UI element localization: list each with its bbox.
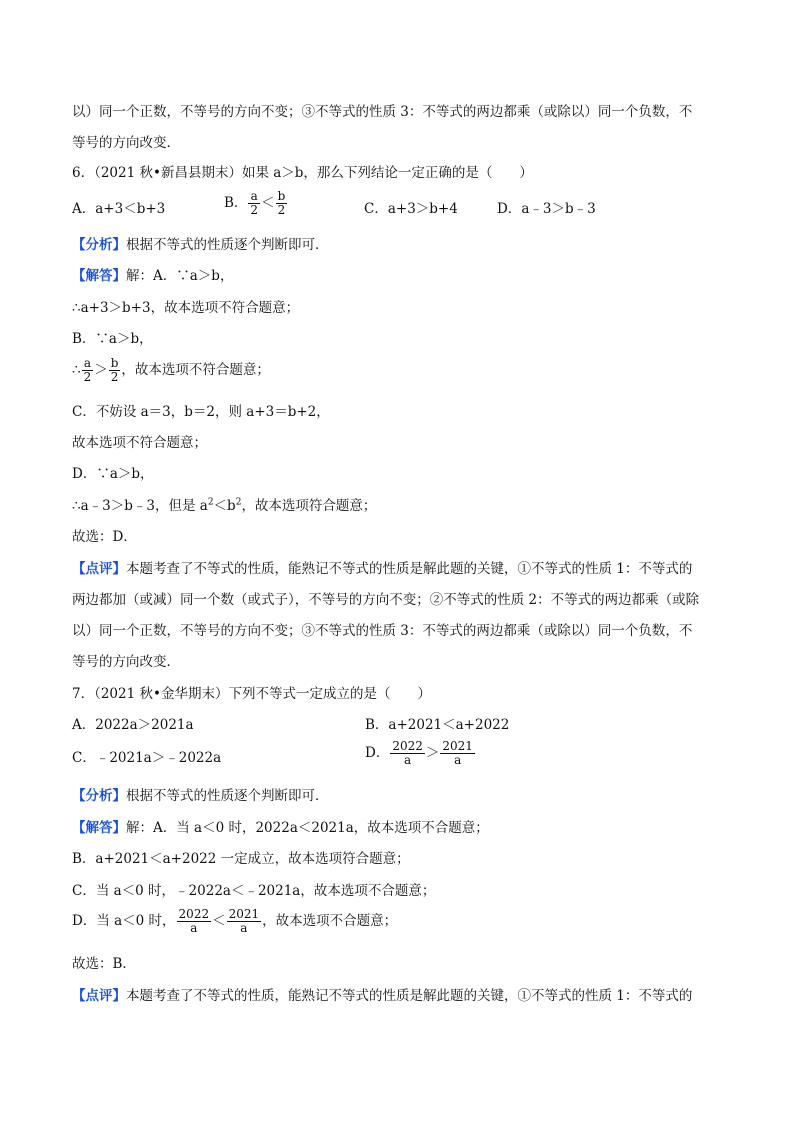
comment-text: 本题考查了不等式的性质，能熟记不等式的性质是解此题的关键，①不等式的性质 1：不等式的 xyxy=(126,561,693,577)
q6-title: 6．（2021 秋•新昌县期末）如果 a＞b，那么下列结论一定正确的是（ ） xyxy=(72,165,533,181)
numerator: 2022 xyxy=(178,907,210,921)
q6-comment-3: 以）同一个正数，不等号的方向不变；③不等式的性质 3：不等式的两边都乘（或除以）同一个负数，不 xyxy=(72,623,693,639)
greater-than: ＞ xyxy=(94,362,108,378)
analysis-text: 根据不等式的性质逐个判断即可． xyxy=(126,237,329,253)
numerator: 2021 xyxy=(442,739,473,753)
fraction xyxy=(109,357,121,384)
intro-line-2: 等号的方向改变． xyxy=(72,135,180,151)
denominator: a xyxy=(454,753,462,767)
q6-comment-2: 两边都加（或减）同一个数（或式子），不等号的方向不变；②不等式的性质 2：不等式的两边都乘（或除 xyxy=(72,592,700,608)
q7-title: 7．（2021 秋•金华期末）下列不等式一定成立的是（ ） xyxy=(72,686,431,702)
answer-tag: 【解答】 xyxy=(72,268,126,284)
fraction xyxy=(390,740,425,767)
denominator: a xyxy=(240,921,248,935)
therefore-sign: ∴ xyxy=(72,362,81,378)
numerator: a xyxy=(248,190,260,204)
numerator: b xyxy=(110,356,119,370)
answer-text: ＜b xyxy=(213,498,236,514)
fraction xyxy=(227,908,262,935)
superscript: 2 xyxy=(235,497,242,508)
q6-comment-4: 等号的方向改变． xyxy=(72,654,180,670)
q6-answer-2: ∴a+3＞b+3，故本选项不符合题意； xyxy=(72,300,300,316)
q7-answer-4 xyxy=(72,908,397,935)
q7-analysis xyxy=(72,787,329,805)
q7-option-c: C．﹣2021a＞﹣2022a xyxy=(72,750,222,766)
fraction xyxy=(177,908,212,935)
numerator: b xyxy=(277,189,286,203)
intro-line-1: 以）同一个正数，不等号的方向不变；③不等式的性质 3：不等式的两边都乘（或除以）同一个负数，不 xyxy=(72,104,693,120)
comment-text: 本题考查了不等式的性质，能熟记不等式的性质是解此题的关键，①不等式的性质 1：不等式的 xyxy=(126,988,693,1004)
less-than: ＜ xyxy=(212,913,226,929)
answer-text: 解：A．当 a＜0 时，2022a＜2021a，故本选项不合题意； xyxy=(126,820,489,836)
q6-option-b-label: B． xyxy=(224,195,248,211)
answer-tag: 【解答】 xyxy=(72,820,126,836)
comment-tag: 【点评】 xyxy=(72,561,126,577)
q7-option-d-label: D． xyxy=(365,745,390,761)
answer-text: 解：A．∵a＞b， xyxy=(126,268,234,284)
denominator: 2 xyxy=(110,370,119,384)
superscript: 2 xyxy=(207,497,214,508)
q7-answer-5: 故选：B． xyxy=(72,956,136,972)
answer-text: ，故本选项不合题意； xyxy=(262,913,398,929)
q6-answer-3: B．∵a＞b， xyxy=(72,331,153,347)
answer-text: D．当 a＜0 时， xyxy=(72,913,176,929)
q6-option-d: D．a﹣3＞b﹣3 xyxy=(497,201,596,217)
numerator: 2021 xyxy=(228,907,260,921)
denominator: a xyxy=(404,753,412,767)
answer-text: ∴a﹣3＞b﹣3，但是 a xyxy=(72,498,208,514)
denominator: 2 xyxy=(250,203,259,217)
q7-option-a: A．2022a＞2021a xyxy=(72,717,194,733)
q7-answer-3: C．当 a＜0 时，﹣2022a＜﹣2021a，故本选项不合题意； xyxy=(72,883,436,899)
q6-answer-5: C．不妨设 a＝3，b＝2，则 a+3＝b+2， xyxy=(72,404,330,420)
q7-option-d xyxy=(365,740,476,767)
greater-than: ＞ xyxy=(425,745,440,761)
q6-analysis xyxy=(72,236,329,254)
analysis-tag: 【分析】 xyxy=(72,788,126,804)
fraction xyxy=(276,190,288,217)
q6-answer-8 xyxy=(72,497,376,515)
q6-answer-6: 故本选项不符合题意； xyxy=(72,435,207,451)
fraction xyxy=(248,190,260,217)
analysis-text: 根据不等式的性质逐个判断即可． xyxy=(126,788,329,804)
fraction xyxy=(440,740,475,767)
numerator: 2022 xyxy=(392,739,423,753)
q7-answer-2: B．a+2021＜a+2022 一定成立，故本选项符合题意； xyxy=(72,851,410,867)
answer-text: ，故本选项不符合题意； xyxy=(121,362,270,378)
q6-option-a: A．a+3＜b+3 xyxy=(72,201,166,217)
answer-text: ，故本选项符合题意； xyxy=(241,498,377,514)
q7-option-b: B．a+2021＜a+2022 xyxy=(365,717,510,733)
denominator: 2 xyxy=(277,203,286,217)
q7-comment-1 xyxy=(72,987,692,1005)
q6-answer-7: D．∵a＞b， xyxy=(72,466,154,482)
q6-answer-1 xyxy=(72,267,233,285)
q6-answer-4 xyxy=(72,357,270,384)
numerator: a xyxy=(82,357,94,371)
q7-answer-1 xyxy=(72,819,489,837)
q6-comment-1 xyxy=(72,560,692,578)
q6-options xyxy=(72,190,722,228)
q6-option-b xyxy=(224,190,288,217)
denominator: 2 xyxy=(83,370,92,384)
less-than: ＜ xyxy=(261,195,275,211)
analysis-tag: 【分析】 xyxy=(72,237,126,253)
q6-option-c: C．a+3＞b+4 xyxy=(364,201,458,217)
q6-answer-9: 故选：D． xyxy=(72,529,137,545)
denominator: a xyxy=(190,921,198,935)
fraction xyxy=(82,357,94,384)
comment-tag: 【点评】 xyxy=(72,988,126,1004)
